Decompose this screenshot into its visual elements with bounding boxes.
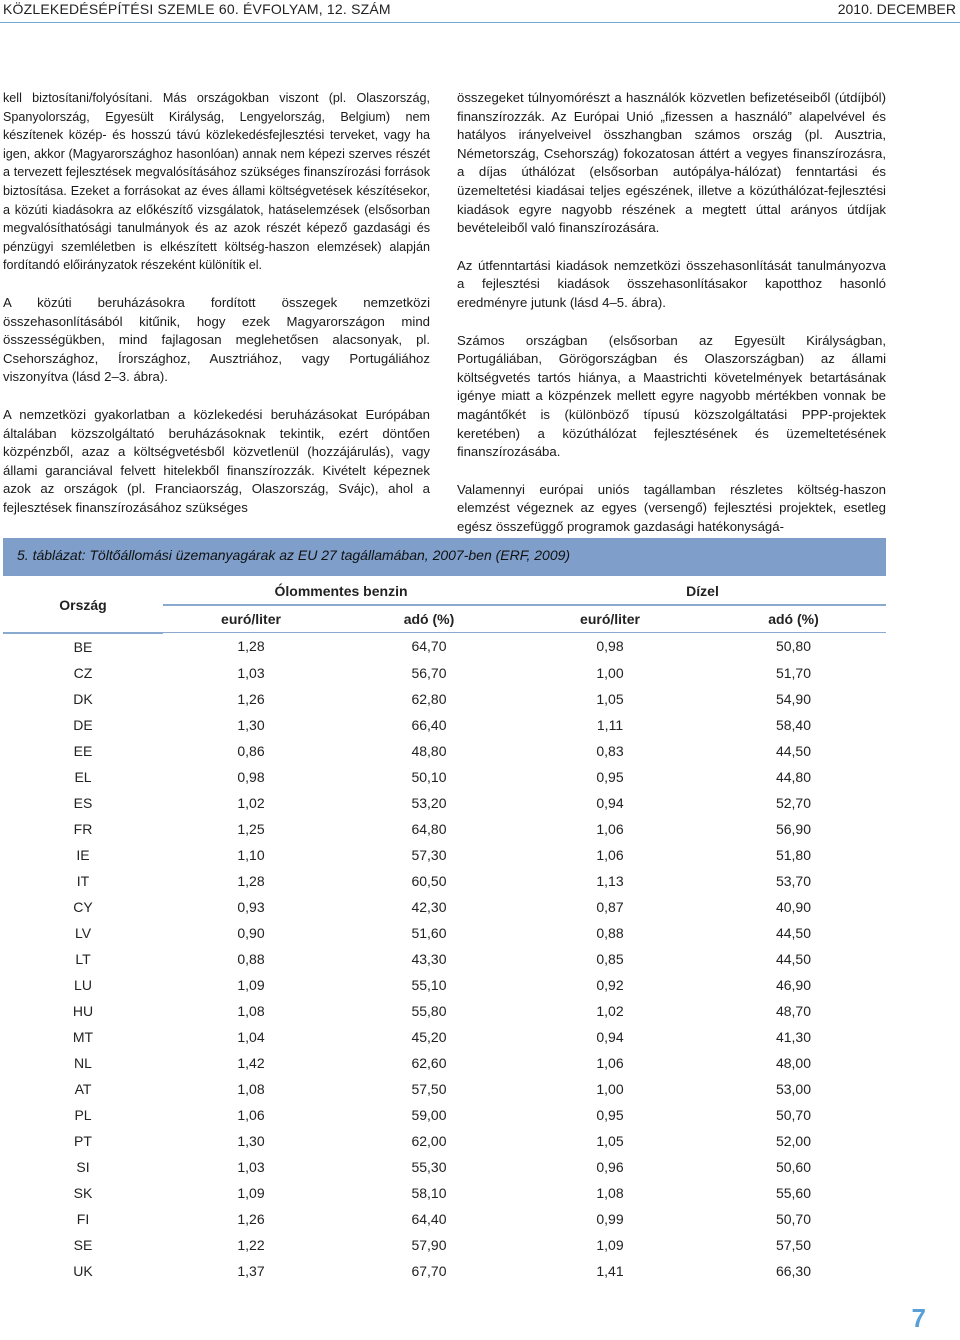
cell-country: HU — [72, 1002, 94, 1019]
cell-diesel-tax: 51,70 — [701, 660, 886, 686]
cell-country: LV — [3, 920, 163, 946]
fuel-price-table-box — [3, 538, 886, 1290]
cell-petrol-price: 1,28 — [163, 868, 339, 894]
cell-diesel-price: 0,88 — [519, 920, 701, 946]
cell-diesel-price: 1,09 — [519, 1232, 701, 1258]
cell-petrol-price: 0,93 — [237, 898, 265, 915]
table-row — [3, 972, 886, 998]
cell-petrol-tax: 53,20 — [411, 794, 447, 811]
column-group-petrol: Ólommentes benzin — [163, 578, 519, 605]
cell-petrol-price: 1,26 — [237, 690, 265, 707]
cell-petrol-tax: 56,70 — [339, 660, 519, 686]
cell-country: EE — [73, 742, 93, 759]
left-column — [3, 89, 430, 536]
cell-diesel-price: 0,92 — [519, 972, 701, 998]
cell-diesel-price: 1,05 — [596, 690, 624, 707]
cell-diesel-tax: 57,50 — [701, 1232, 886, 1258]
cell-country: LT — [75, 950, 91, 967]
cell-diesel-tax: 51,80 — [775, 846, 812, 863]
cell-petrol-price: 1,08 — [163, 1076, 339, 1102]
cell-petrol-tax: 62,80 — [411, 690, 447, 707]
running-header — [0, 0, 960, 23]
cell-petrol-tax: 59,00 — [411, 1106, 447, 1123]
table-row — [3, 738, 886, 764]
cell-petrol-price: 1,03 — [237, 1158, 265, 1175]
cell-petrol-price: 1,08 — [237, 1002, 265, 1019]
cell-petrol-price: 1,09 — [163, 972, 339, 998]
cell-petrol-price: 1,42 — [237, 1054, 265, 1071]
table-row — [3, 712, 886, 738]
cell-diesel-tax: 48,70 — [775, 1002, 812, 1019]
cell-diesel-price: 0,94 — [519, 1024, 701, 1050]
column-header-country: Ország — [3, 578, 163, 633]
table-row — [3, 1050, 886, 1076]
table-row — [3, 1128, 886, 1154]
cell-petrol-price: 1,25 — [163, 816, 339, 842]
column-header-diesel-price: euró/liter — [519, 605, 701, 633]
cell-diesel-tax: 48,00 — [775, 1054, 812, 1071]
cell-diesel-price: 1,06 — [596, 1054, 624, 1071]
table-row — [3, 816, 886, 842]
cell-petrol-price: 1,22 — [163, 1232, 339, 1258]
paragraph: összegeket túlnyomórészt a használók közvetlen befizetéseiből (útdíjból) finanszírozzák. Az Európai Unió „fizessen a használó” alapelvével és hatályos irányelveivel összhangban számos ország (pl. Ausztria, Németország, Csehország) fokozatosan áttért a vegyes finanszírozásra, a díjas úthálózat (elsősorban autópálya-hálózat) fenntartási és üzemeltetési kiadásai teljes egészének, illetve a közúthálózat-fejlesztési kiadások egyre nagyobb részének a megtett úttal arányos útdíjak bevételeiből való finanszírozására. — [457, 90, 886, 236]
cell-country: DE — [3, 712, 163, 738]
page-number: 7 — [911, 1303, 926, 1333]
paragraph: A közúti beruházásokra fordított összegek nemzetközi összehasonlításából kitűnik, hogy ezek Magyarországon mind összességükben, mind fajlagosan meglehetősen alacsonyak, pl. Csehországhoz, Írországhoz, Ausztriához, vagy Portugáliához viszonyítva (lásd 2–3. ábra). — [3, 294, 430, 385]
cell-petrol-tax: 50,10 — [339, 764, 519, 790]
cell-country: SI — [76, 1158, 90, 1175]
cell-diesel-price: 0,95 — [596, 1106, 624, 1123]
cell-diesel-tax: 52,70 — [775, 794, 812, 811]
table-row — [3, 946, 886, 972]
paragraph: Az útfenntartási kiadások nemzetközi összehasonlítását tanulmányozva a fejlesztési kiadások összehasonlításakor kapotthoz hasonló eredményre jutunk (lásd 4–5. ábra). — [457, 257, 886, 310]
cell-diesel-price: 1,11 — [519, 712, 701, 738]
cell-petrol-tax: 64,80 — [339, 816, 519, 842]
cell-petrol-tax: 62,60 — [411, 1054, 447, 1071]
table-caption: 5. táblázat: Töltőállomási üzemanyagárak az EU 27 tagállamában, 2007-ben (ERF, 2009) — [17, 547, 571, 563]
cell-diesel-tax: 44,50 — [775, 742, 812, 759]
right-column — [457, 89, 886, 555]
column-header-diesel-tax: adó (%) — [701, 605, 886, 633]
table-row — [3, 1024, 886, 1050]
cell-petrol-price: 1,06 — [237, 1106, 265, 1123]
cell-diesel-price: 1,13 — [519, 868, 701, 894]
cell-petrol-price: 0,90 — [163, 920, 339, 946]
cell-country: BE — [73, 638, 93, 655]
cell-petrol-tax: 43,30 — [411, 950, 447, 967]
cell-petrol-price: 1,04 — [163, 1024, 339, 1050]
column-group-diesel: Dízel — [519, 578, 886, 605]
paragraph: A nemzetközi gyakorlatban a közlekedési beruházásokat Európában általában közszolgáltató beruházásoknak tekintik, ezért döntően közpénzből, azaz a költségvetésből közvetlenül (hozzájárulás), vagy állami garanciával felvett hitelekből finanszírozzák. Kivételt képeznek azok az országok (pl. Franciaország, Olaszország, Svájc), ahol a fejlesztések finanszírozásához szükséges — [3, 406, 430, 515]
cell-country: PL — [74, 1106, 92, 1123]
cell-diesel-tax: 58,40 — [701, 712, 886, 738]
cell-petrol-tax: 55,80 — [411, 1002, 447, 1019]
cell-diesel-tax: 50,60 — [775, 1158, 812, 1175]
cell-petrol-tax: 57,30 — [411, 846, 447, 863]
cell-country: IT — [3, 868, 163, 894]
cell-diesel-tax: 50,80 — [775, 638, 812, 655]
cell-country: LU — [3, 972, 163, 998]
cell-petrol-price: 1,28 — [237, 638, 265, 655]
cell-diesel-tax: 53,70 — [701, 868, 886, 894]
cell-diesel-price: 1,06 — [519, 816, 701, 842]
table-row — [3, 686, 886, 712]
cell-petrol-price: 1,02 — [237, 794, 265, 811]
cell-petrol-price: 1,09 — [163, 1180, 339, 1206]
table-row — [3, 790, 886, 816]
cell-diesel-price: 0,94 — [596, 794, 624, 811]
cell-petrol-tax: 45,20 — [339, 1024, 519, 1050]
cell-petrol-tax: 66,40 — [339, 712, 519, 738]
cell-diesel-price: 1,08 — [519, 1180, 701, 1206]
table-row — [3, 842, 886, 868]
fuel-price-table — [3, 578, 886, 1284]
issue-date: 2010. DECEMBER — [837, 1, 956, 17]
cell-petrol-tax: 57,90 — [339, 1232, 519, 1258]
table-row — [3, 1258, 886, 1284]
cell-petrol-price: 1,37 — [237, 1262, 265, 1279]
table-row — [3, 660, 886, 686]
cell-country: ES — [73, 794, 93, 811]
cell-diesel-price: 0,95 — [519, 764, 701, 790]
cell-country: MT — [3, 1024, 163, 1050]
cell-diesel-tax: 53,00 — [701, 1076, 886, 1102]
cell-diesel-price: 0,96 — [596, 1158, 624, 1175]
cell-petrol-tax: 55,10 — [339, 972, 519, 998]
cell-diesel-tax: 56,90 — [701, 816, 886, 842]
table-row — [3, 633, 886, 660]
table-caption-bar — [3, 538, 886, 576]
table-row — [3, 1206, 886, 1232]
cell-petrol-tax: 64,40 — [411, 1210, 447, 1227]
cell-diesel-tax: 66,30 — [775, 1262, 812, 1279]
table-row — [3, 998, 886, 1024]
cell-diesel-tax: 55,60 — [701, 1180, 886, 1206]
cell-diesel-price: 0,87 — [596, 898, 624, 915]
table-row — [3, 920, 886, 946]
cell-diesel-price: 1,41 — [596, 1262, 624, 1279]
cell-diesel-price: 1,00 — [519, 1076, 701, 1102]
paragraph: kell biztosítani/folyósítani. Más országokban viszont (pl. Olaszország, Spanyolország, Egyesült Királyság, Lengyelország, Belgium) nem készítenek közép- és hosszú távú közlekedésfejlesztési terveket, vagy ha igen, akkor (Magyarországhoz hasonlóan) annak nem képezi szerves részét a tervezett fejlesztések megvalósításához szükséges finanszírozási források biztosítása. Ezeket a forrásokat az éves állami költségvetések készítésekor, a közúti kiadásokra az előkészítő vizsgálatok, hatáselemzések (elsősorban megvalósíthatósági tanulmányok és az azok részét képező gazdasági és pénzügyi szemléletben is elkészített költség-haszon elemzések) alapján fordítandó előirányzatok részeként különítik el. — [3, 91, 430, 273]
cell-diesel-price: 0,98 — [596, 638, 624, 655]
cell-petrol-tax: 42,30 — [411, 898, 447, 915]
cell-petrol-price: 1,10 — [237, 846, 265, 863]
cell-diesel-price: 1,02 — [596, 1002, 624, 1019]
cell-diesel-price: 0,99 — [596, 1210, 624, 1227]
cell-petrol-tax: 67,70 — [411, 1262, 447, 1279]
cell-petrol-price: 1,03 — [163, 660, 339, 686]
cell-country: IE — [76, 846, 90, 863]
paragraph: Valamennyi európai uniós tagállamban részletes költség-haszon elemzést végeznek az egyes (versengő) fejlesztési projektek, esetleg egész összefüggő programok gazdasági hatékonyságá- — [457, 481, 886, 534]
cell-country: UK — [73, 1262, 93, 1279]
cell-country: AT — [3, 1076, 163, 1102]
cell-diesel-tax: 46,90 — [701, 972, 886, 998]
table-row — [3, 1102, 886, 1128]
table-row — [3, 1232, 886, 1258]
cell-country: SE — [3, 1232, 163, 1258]
cell-petrol-price: 1,30 — [163, 712, 339, 738]
cell-petrol-tax: 57,50 — [339, 1076, 519, 1102]
column-header-petrol-price: euró/liter — [163, 605, 339, 633]
cell-petrol-price: 1,26 — [237, 1210, 265, 1227]
cell-diesel-price: 1,05 — [519, 1128, 701, 1154]
cell-petrol-price: 1,30 — [163, 1128, 339, 1154]
table-body — [3, 633, 886, 1284]
cell-country: CZ — [3, 660, 163, 686]
table-row — [3, 1154, 886, 1180]
cell-diesel-tax: 50,70 — [775, 1210, 812, 1227]
cell-country: EL — [3, 764, 163, 790]
paragraph: Számos országban (elsősorban az Egyesült Királyságban, Portugáliában, Görögországban és Olaszországban) az állami költségvetés tartós hiánya, a Maastrichti követelmények betartásának igénye miatt a közpénzek mellett egyre nagyobb mértékben vonnak be magántőkét is (különböző típusú közszolgáltatási PPP-projektek keretében) a közúthálózat fejlesztésének és üzemeltetésének finanszírozásába. — [457, 332, 886, 460]
table-row — [3, 764, 886, 790]
cell-diesel-tax: 44,80 — [701, 764, 886, 790]
cell-country: NL — [74, 1054, 92, 1071]
cell-petrol-tax: 64,70 — [411, 638, 447, 655]
cell-diesel-price: 0,83 — [596, 742, 624, 759]
cell-diesel-tax: 44,50 — [775, 950, 812, 967]
column-header-petrol-tax: adó (%) — [339, 605, 519, 633]
cell-petrol-tax: 62,00 — [339, 1128, 519, 1154]
cell-country: DK — [73, 690, 93, 707]
cell-diesel-tax: 52,00 — [701, 1128, 886, 1154]
cell-diesel-tax: 41,30 — [701, 1024, 886, 1050]
cell-petrol-tax: 58,10 — [339, 1180, 519, 1206]
cell-diesel-tax: 54,90 — [775, 690, 812, 707]
cell-petrol-tax: 51,60 — [339, 920, 519, 946]
cell-petrol-tax: 48,80 — [411, 742, 447, 759]
cell-diesel-price: 1,00 — [519, 660, 701, 686]
cell-country: FR — [3, 816, 163, 842]
table-row — [3, 1076, 886, 1102]
cell-country: CY — [73, 898, 93, 915]
cell-diesel-price: 0,85 — [596, 950, 624, 967]
journal-title: KÖZLEKEDÉSÉPÍTÉSI SZEMLE 60. ÉVFOLYAM, 12. SZÁM — [3, 1, 391, 17]
cell-country: SK — [3, 1180, 163, 1206]
cell-country: FI — [76, 1210, 90, 1227]
cell-diesel-price: 1,06 — [596, 846, 624, 863]
table-row — [3, 894, 886, 920]
cell-petrol-tax: 55,30 — [411, 1158, 447, 1175]
cell-diesel-tax: 50,70 — [775, 1106, 812, 1123]
cell-petrol-tax: 60,50 — [339, 868, 519, 894]
table-row — [3, 1180, 886, 1206]
cell-country: PT — [3, 1128, 163, 1154]
cell-petrol-price: 0,98 — [163, 764, 339, 790]
cell-petrol-price: 0,86 — [237, 742, 265, 759]
cell-petrol-price: 0,88 — [237, 950, 265, 967]
cell-diesel-tax: 44,50 — [701, 920, 886, 946]
table-row — [3, 868, 886, 894]
cell-diesel-tax: 40,90 — [775, 898, 812, 915]
